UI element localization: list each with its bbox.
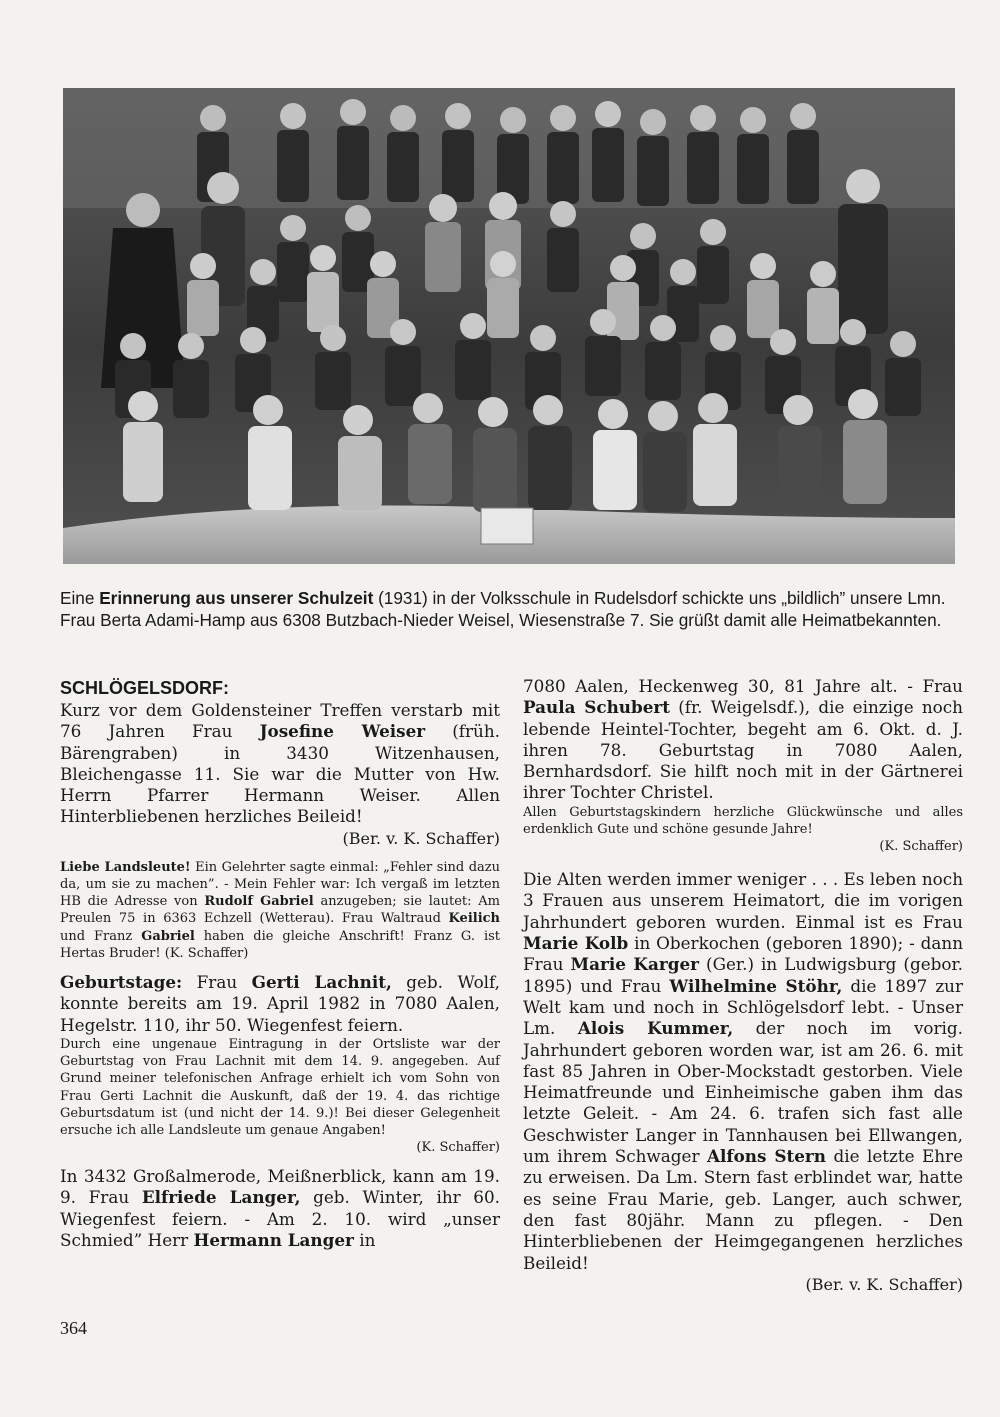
text: die letzte Ehre zu erweisen. Da Lm. Stern fast erblindet war, hatte es seine Frau Marie, geb. Langer, auch schwer, den fast 80jähr. Mann zu pflegen. - Den Hinterbliebenen der Heimgegangenen herzliches Beileid! (523, 1146, 964, 1273)
text: (Ger.) in Ludwigsburg (gebor. 1895) und Frau (523, 954, 963, 996)
photo-caption (60, 588, 960, 631)
page-number: 364 (60, 1318, 87, 1338)
signature: (K. Schaffer) (416, 1140, 500, 1156)
birthdays-lachnit (60, 972, 500, 1036)
name-bold: Gabriel (141, 928, 195, 944)
name-bold: Gerti Lachnit, (251, 972, 392, 992)
text: Frau (182, 972, 252, 992)
text: In 3432 Großalmerode, Meißnerblick, kann am 19. 9. Frau (60, 1166, 500, 1208)
bold-lead: Liebe Landsleute! (60, 859, 191, 875)
text: geb. Winter, ihr 60. Wiegenfest feiern. - Am 2. 10. wird „unser Schmied” Herr (60, 1187, 500, 1250)
birthday-langer (60, 1166, 500, 1251)
text: Kurz vor dem Goldensteiner Treffen verstarb mit 76 Jahren Frau (60, 700, 500, 742)
correction-note (60, 859, 500, 962)
name-bold: Marie Karger (570, 954, 699, 975)
caption-bold: Erinnerung aus unserer Schulzeit (99, 588, 374, 608)
signature: (K. Schaffer) (879, 839, 963, 855)
name-bold: Rudolf Gabriel (204, 894, 314, 910)
caption-post: (1931) in der Volksschule in Rudelsdorf schickte uns „bildlich” unsere Lmn. Frau Berta Adami-Hamp aus 6308 Butzbach-Nieder Weisel, Wiesenstraße 7. Sie grüßt damit alle Heimatbekannten. (60, 588, 946, 630)
name-bold: Paula Schubert (523, 697, 670, 718)
text: (fr. Weigelsdf.), die einzige noch lebende Heintel-Tochter, begeht am 6. Okt. d. J. ihren 78. Geburtstag in 7080 Aalen, Bernhardsdorf. Sie hilft noch mit in der Gärtnerei ihrer Tochter Christel. (523, 697, 963, 803)
name-bold: Alois Kummer, (577, 1018, 734, 1039)
birthday-schubert (523, 676, 963, 804)
name-bold: Hermann Langer (193, 1230, 354, 1250)
elders-report (523, 869, 963, 1274)
text: in Oberkochen (geboren 1890); - dann Frau (523, 933, 963, 975)
class-photo-illustration (63, 88, 955, 564)
text: und Franz (60, 928, 142, 944)
section-heading: SCHLÖGELSDORF: (60, 678, 229, 698)
name-bold: Elfriede Langer, (141, 1187, 301, 1208)
class-photo (63, 88, 955, 564)
text: Die Alten werden immer weniger . . . Es leben noch 3 Frauen aus unserem Heimatort, die im vorigen Jahrhundert geboren wurden. Einmal ist es Frau (523, 869, 963, 932)
text: haben die gleiche Anschrift! Franz G. ist Hertas Bruder! (K. Schaffer) (60, 928, 500, 961)
text: der noch im vorig. Jahrhundert geboren worden war, ist am 26. 6. mit fast 85 Jahren in Ober-Mockstadt gestorben. Viele Heimatfreunde und Einheimische gaben ihm das letzte Geleit. - Am 24. 6. trafen sich fast alle Geschwister Langer in Tannhausen bei Ellwangen, um ihrem Schwager (523, 1018, 963, 1167)
text: die 1897 zur Welt kam und noch in Schlögelsdorf lebt. - Unser Lm. (523, 975, 964, 1039)
name-bold: Marie Kolb (523, 933, 629, 954)
name-bold: Keilich (448, 911, 500, 927)
name-bold: Wilhelmine Stöhr, (669, 975, 843, 996)
text: (früh. Bärengraben) in 3430 Witzenhausen, Bleichengasse 11. Sie war die Mutter von Hw. Herrn Pfarrer Hermann Weiser. Allen Hinterbliebenen herzliches Beileid! (60, 721, 500, 827)
bold-lead: Geburtstage: (60, 972, 183, 992)
birthday-wishes: Allen Geburtstagskindern herzliche Glückwünsche und alles erdenklich Gute und schöne gesunde Jahre! (523, 804, 963, 837)
text: geb. Wolf, konnte bereits am 19. April 1982 in 7080 Aalen, Hegelstr. 110, ihr 50. Wiegenfest feiern. (60, 972, 500, 1035)
right-column (523, 676, 963, 1295)
text: Ein Gelehrter sagte einmal: „Fehler sind dazu da, um sie zu machen”. - Mein Fehler war: Ich vergaß im letzten HB die Adresse von (60, 859, 500, 910)
left-column (60, 676, 500, 1251)
name-bold: Alfons Stern (706, 1146, 826, 1167)
name-bold: Josefine Weiser (259, 721, 426, 742)
signature: (Ber. v. K. Schaffer) (342, 828, 500, 848)
birthday-correction: Durch eine ungenaue Eintragung in der Ortsliste war der Geburtstag von Frau Lachnit mit dem 14. 9. angegeben. Auf Grund meiner telefonischen Anfrage erhielt ich vom Sohn von Frau Gerti Lachnit die Auskunft, daß der 19. 4. das richtige Geburtsdatum ist (und nicht der 14. 9.)! Bei dieser Gelegenheit ersuche ich alle Landsleute um genaue Angaben! (60, 1036, 500, 1138)
signature: (Ber. v. K. Schaffer) (805, 1274, 963, 1294)
text: anzugeben; sie lautet: Am Preulen 75 in 6363 Echzell (Wetterau). Frau Waltraud (60, 894, 500, 927)
caption-pre: Eine (60, 588, 100, 608)
text: 7080 Aalen, Heckenweg 30, 81 Jahre alt. - Frau (523, 676, 963, 696)
obituary-weiser (60, 700, 500, 828)
text: in (353, 1230, 376, 1250)
